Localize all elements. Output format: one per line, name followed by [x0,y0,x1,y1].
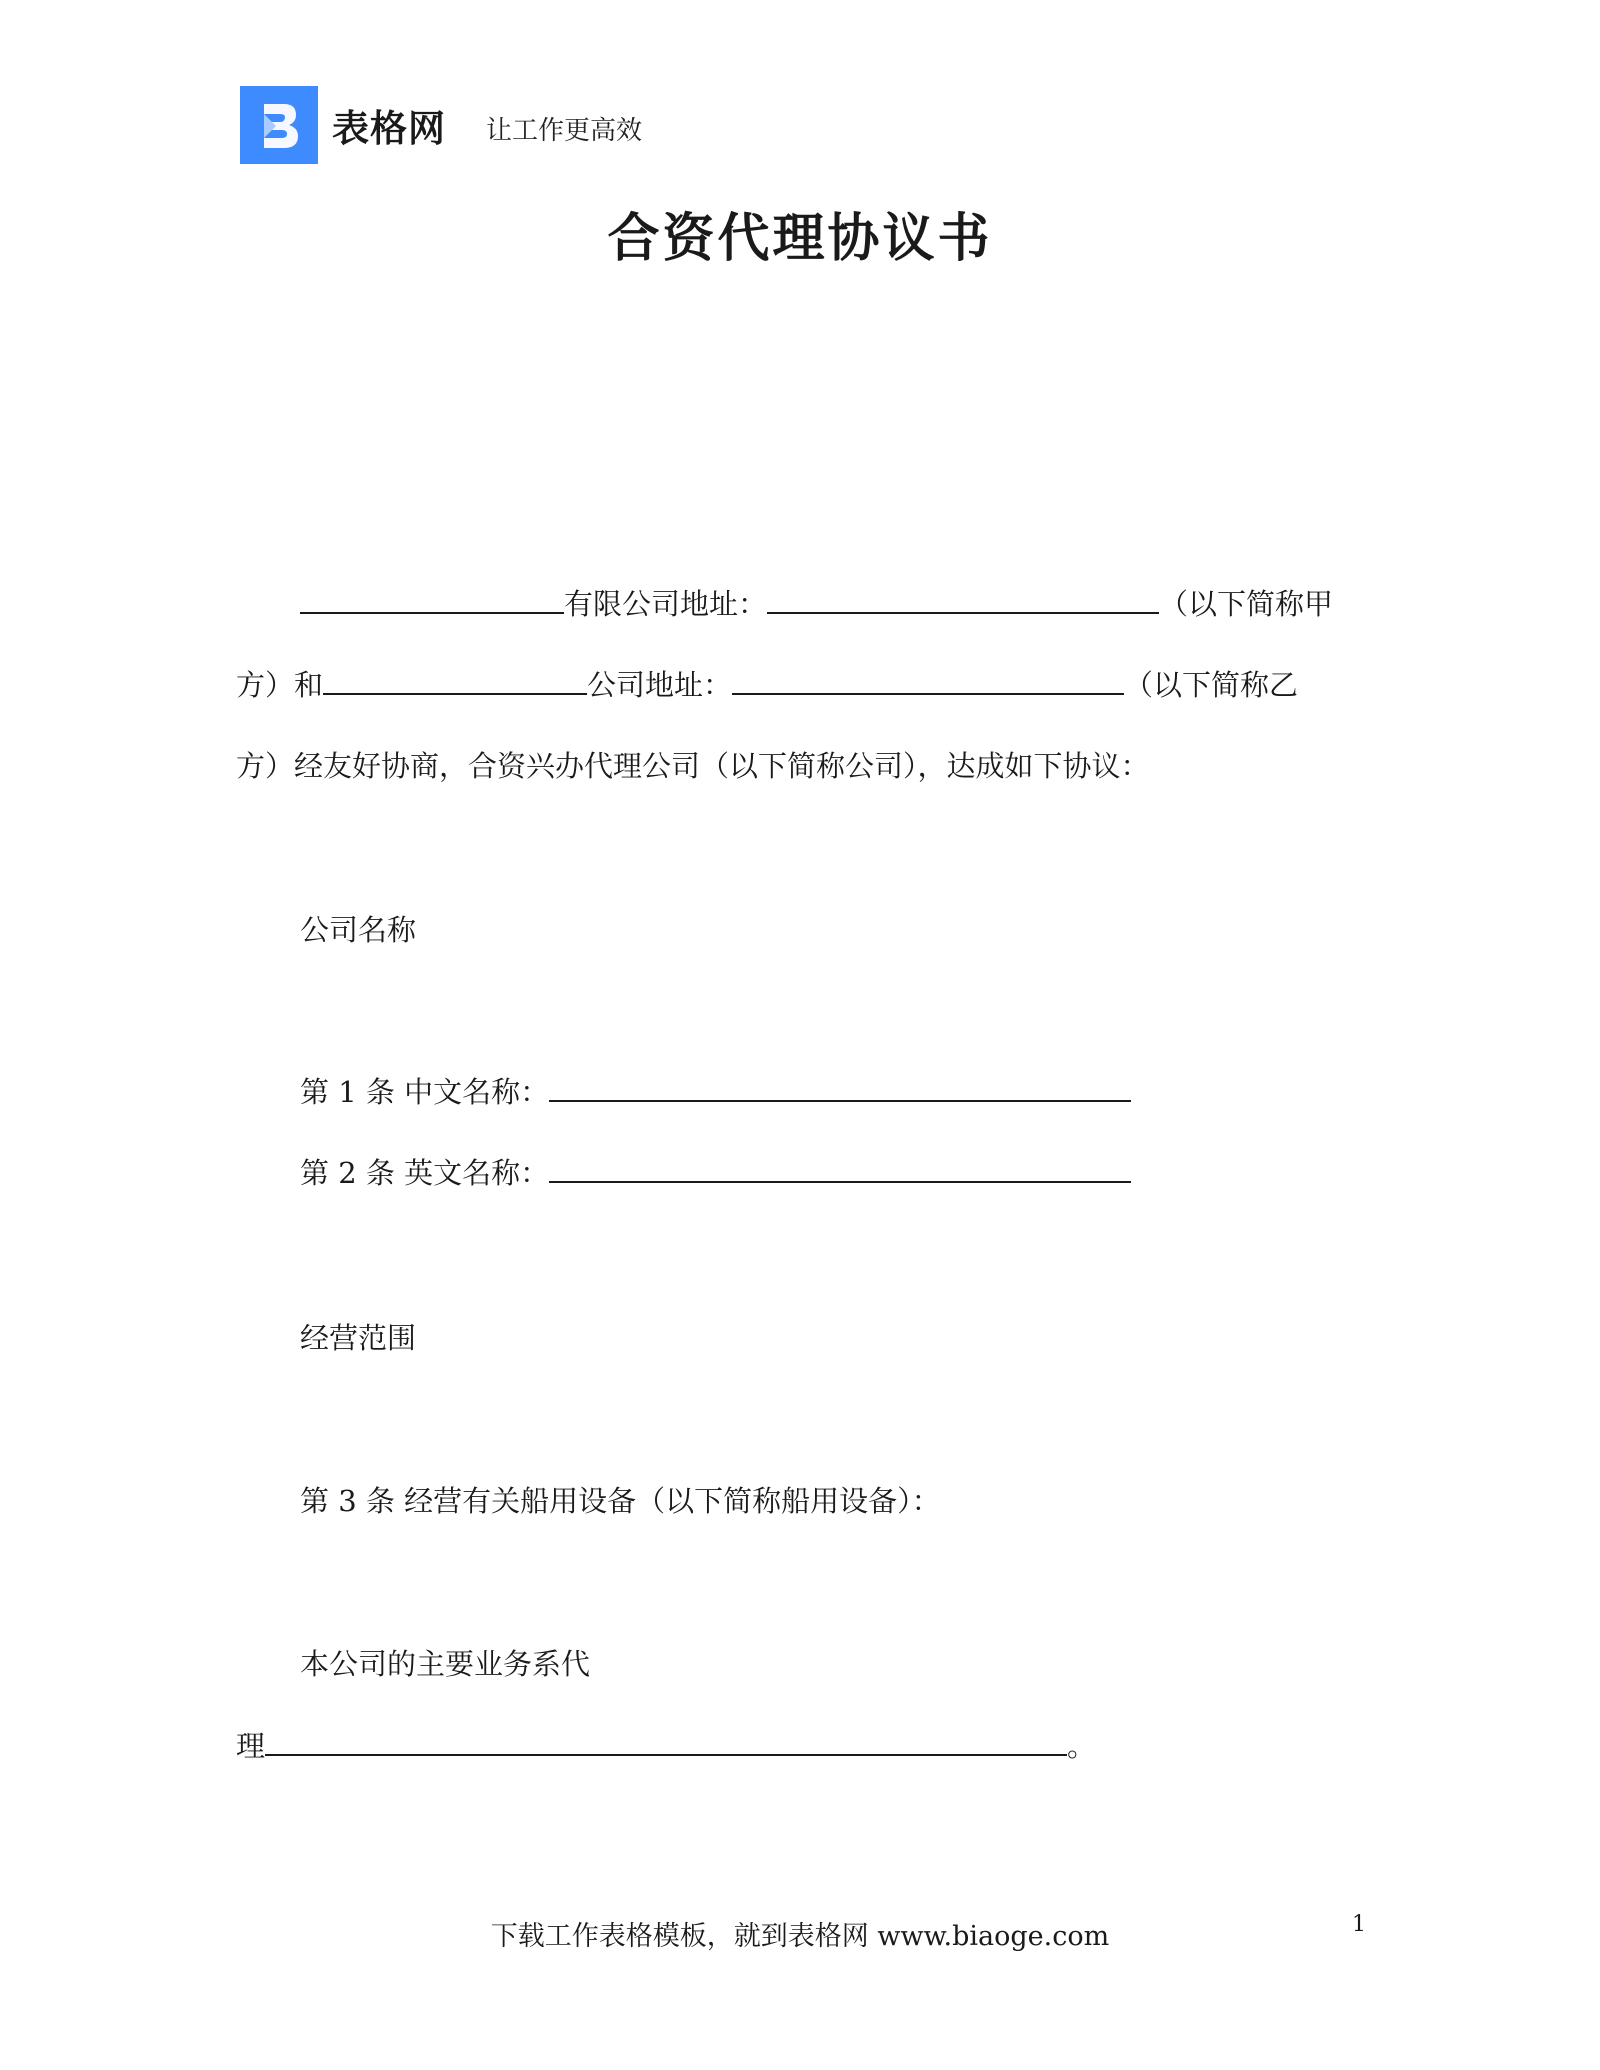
intro-line-3: 方）经友好协商，合资兴办代理公司（以下简称公司），达成如下协议： [236,749,1150,783]
party-a-address-blank [767,584,1159,614]
intro-text: （以下简称乙 [1124,668,1299,702]
party-a-name-blank [300,584,564,614]
logo [240,86,318,164]
intro-text: 方）和 [236,668,324,702]
page-number: 1 [1352,1912,1366,1937]
header [240,86,642,164]
section-heading-scope: 经营范围 [300,1321,417,1355]
logo-icon [240,86,318,164]
intro-text: 公司地址： [587,668,733,702]
article-1 [300,1072,1131,1112]
main-business-continued [236,1726,1096,1766]
party-b-address-blank [732,665,1124,695]
english-name-blank [549,1153,1131,1183]
main-business-blank [265,1726,1067,1756]
article-label: 第 2 条 英文名称： [300,1156,550,1190]
intro-line-1 [300,584,1333,624]
intro-line-2 [236,665,1298,705]
party-b-name-blank [323,665,587,695]
article-label: 第 1 条 中文名称： [300,1075,550,1109]
intro-text: （以下简称甲 [1159,587,1334,621]
intro-text: 有限公司地址： [564,587,768,621]
main-business-text: 理 [236,1729,266,1763]
section-heading-company-name: 公司名称 [300,913,417,947]
main-business-line: 本公司的主要业务系代 [300,1647,591,1681]
brand-name: 表格网 [332,107,446,150]
footer: 下载工作表格模板，就到表格网 www.biaoge.com [490,1921,1110,1952]
period-mark: 。 [1067,1729,1097,1763]
slogan: 让工作更高效 [486,115,643,146]
document-title: 合资代理协议书 [607,209,993,269]
article-2 [300,1153,1131,1193]
article-3: 第 3 条 经营有关船用设备（以下简称船用设备）： [300,1484,941,1518]
chinese-name-blank [549,1072,1131,1102]
